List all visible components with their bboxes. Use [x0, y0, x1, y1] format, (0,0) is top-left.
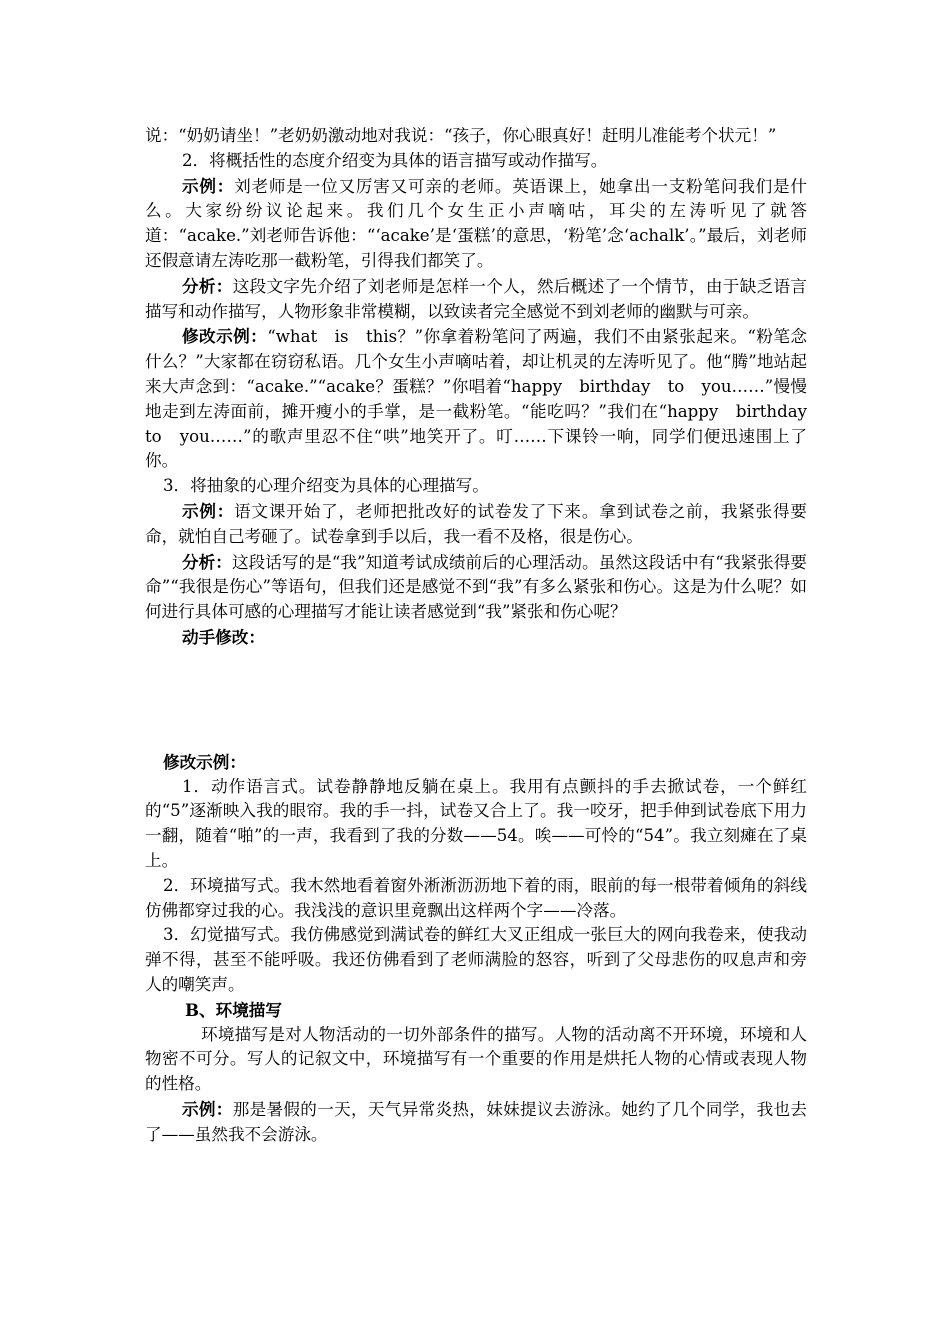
revision-label: 修改示例： — [182, 326, 268, 347]
paragraph-1: 说：“奶奶请坐！”老奶奶激动地对我说：“孩子，你心眼真好！赶明儿准能考个状元！” — [145, 126, 777, 145]
paragraph-6: 3．将抽象的心理介绍变为具体的心理描写。 — [163, 476, 489, 496]
blank-space — [145, 650, 807, 750]
paragraph-8 — [145, 550, 807, 625]
example-text: 刘老师是一位又厉害又可亲的老师。英语课上，她拿出一支粉笔问我们是什么。大家纷纷议论起来。我们几个女生正小声嘀咕，耳尖的左涛听见了就答道：“acake.”刘老师告诉他：“‘acake’是‘蛋糕’的意思，‘粉笔’念‘achalk’。”最后，刘老师还假意请左涛吃那一截粉笔，引得我们都笑了。 — [145, 176, 808, 270]
document-page — [145, 124, 824, 1147]
example-label: 示例： — [182, 500, 235, 521]
revision-heading: 修改示例： — [163, 751, 246, 772]
paragraph-13: 3．幻觉描写式。我仿佛感觉到满试卷的鲜红大叉正组成一张巨大的网向我卷来，使我动弹不得，甚至不能呼吸。我还仿佛看到了老师满脸的怒容，听到了父母悲伤的叹息声和旁人的嘲笑声。 — [145, 925, 807, 994]
analysis-label: 分析： — [182, 275, 233, 296]
paragraph-12: 2．环境描写式。我木然地看着窗外淅淅沥沥地下着的雨，眼前的每一根带着倾角的斜线仿佛都穿过我的心。我浅浅的意识里竟飘出这样两个字——冷落。 — [145, 875, 807, 920]
example-text: 语文课开始了，老师把批改好的试卷发了下来。拿到试卷之前，我紧张得要命，就怕自己考砸了。试卷拿到手以后，我一看不及格，很是伤心。 — [145, 501, 808, 546]
analysis-text: 这段文字先介绍了刘老师是怎样一个人，然后概述了一个情节，由于缺乏语言描写和动作描写，人物形象非常模糊，以致读者完全感觉不到刘老师的幽默与可亲。 — [145, 276, 808, 321]
analysis-text: 这段话写的是“我”知道考试成绩前后的心理活动。虽然这段话中有“我紧张得要命”“我很是伤心”等语句，但我们还是感觉不到“我”有多么紧张和伤心。这是为什么呢？如何进行具体可感的心理描写才能让读者感觉到“我”紧张和伤心呢？ — [145, 552, 807, 622]
paragraph-4 — [145, 274, 807, 325]
hands-on-heading: 动手修改： — [182, 626, 265, 647]
paragraph-7 — [145, 499, 807, 550]
revision-text: “what is this？”你拿着粉笔问了两遍，我们不由紧张起来。“粉笔念什么？”大家都在窃窃私语。几个女生小声嘀咕着，却让机灵的左涛听见了。他“腾”地站起来大声念到：“acake.”“acake？蛋糕？”你唱着“happy birthday to you……”慢慢地走到左涛面前，摊开瘦小的手掌，是一截粉笔。“能吃吗？”我们在“happy birthday to you……”的歌声里忍不住“哄”地笑开了。叮……下课铃一响，同学们便迅速围上了你。 — [145, 327, 824, 471]
section-heading-b: B、环境描写 — [185, 999, 282, 1020]
paragraph-5 — [145, 324, 824, 474]
paragraph-11: 1．动作语言式。试卷静静地反躺在桌上。我用有点颤抖的手去掀试卷，一个鲜红的“5”逐渐映入我的眼帘。我的手一抖，试卷又合上了。我一咬牙，把手伸到试卷底下用力一翻，随着“啪”的一声，我看到了我的分数——54。唉——可怜的“54”。我立刻瘫在了桌上。 — [145, 776, 807, 870]
example-text: 那是暑假的一天，天气异常炎热，妹妹提议去游泳。她约了几个同学，我也去了——虽然我不会游泳。 — [145, 1099, 808, 1144]
example-label: 示例： — [182, 175, 235, 196]
analysis-label: 分析： — [182, 551, 232, 572]
paragraph-15: 环境描写是对人物活动的一切外部条件的描写。人物的活动离不开环境，环境和人物密不可分。写人的记叙文中，环境描写有一个重要的作用是烘托人物的心情或表现人物的性格。 — [145, 1024, 807, 1094]
paragraph-16 — [145, 1097, 807, 1148]
example-label: 示例： — [182, 1098, 233, 1119]
paragraph-2: 2．将概括性的态度介绍变为具体的语言描写或动作描写。 — [182, 150, 608, 170]
paragraph-3 — [145, 174, 807, 274]
